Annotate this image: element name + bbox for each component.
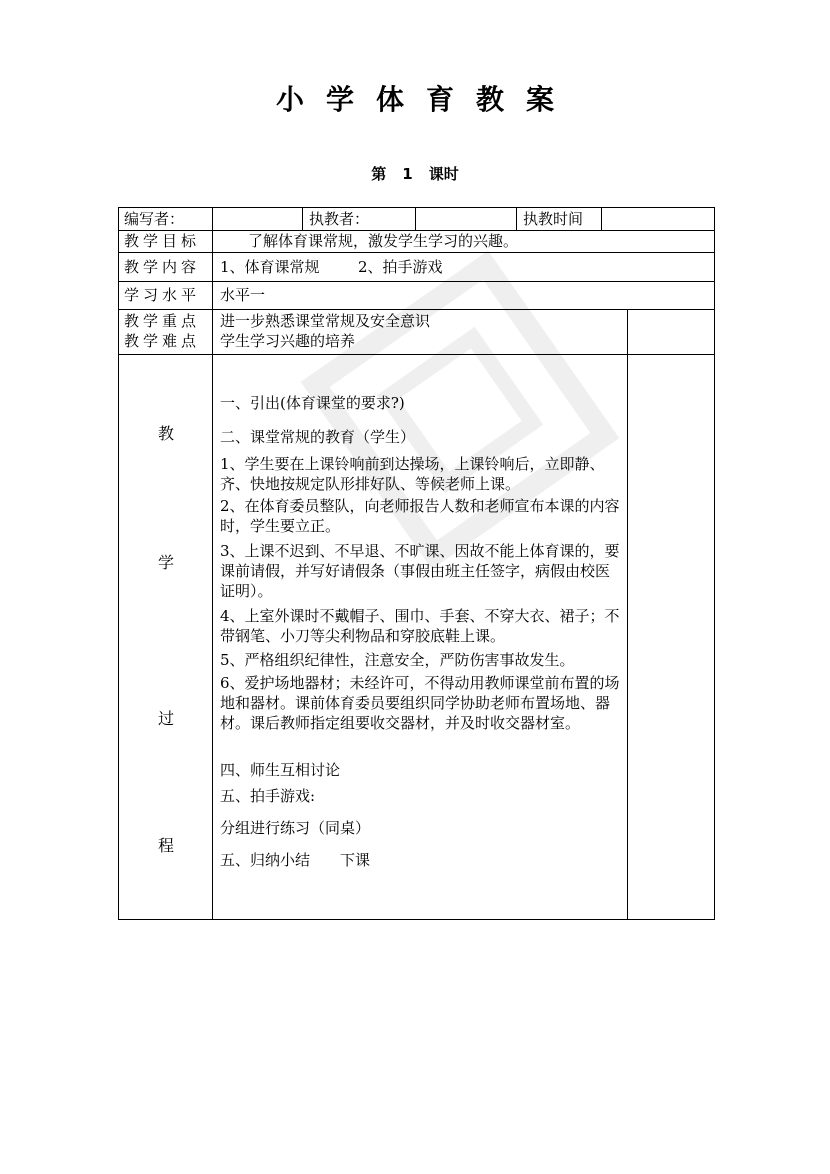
process-routine-6: 6、爱护场地器材；未经许可，不得动用教师课堂前布置的场地和器材。课前体育委员要组织同学协助老师布置场地、器材。课后教师指定组要收交器材，并及时收交器材室。 bbox=[220, 674, 620, 732]
lesson-prefix: 第 bbox=[371, 165, 387, 183]
lesson-number bbox=[0, 163, 830, 184]
difficulty-value: 学生学习兴趣的培养 bbox=[220, 332, 356, 350]
process-label-char-4: 程 bbox=[158, 836, 175, 855]
goal-label: 教学目标 bbox=[124, 232, 201, 250]
goal-value: 了解体育课常规，激发学生学习的兴趣。 bbox=[248, 232, 519, 250]
difficulty-label: 教学难点 bbox=[124, 332, 201, 350]
document-title: 小学体育教案 bbox=[275, 83, 576, 116]
key-label: 教学重点 bbox=[124, 312, 201, 330]
process-label-char-2: 学 bbox=[158, 553, 175, 572]
process-routine-2: 2、在体育委员整队，向老师报告人数和老师宣布本课的内容时，学生要立正。 bbox=[220, 497, 620, 535]
level-label: 学习水平 bbox=[124, 286, 201, 304]
lesson-suffix: 课时 bbox=[428, 165, 459, 183]
teacher-label: 执教者： bbox=[309, 210, 370, 228]
process-discussion: 四、师生互相讨论 bbox=[220, 761, 341, 779]
process-label-char-3: 过 bbox=[158, 709, 175, 728]
level-value: 水平一 bbox=[220, 286, 266, 304]
author-label: 编写者： bbox=[124, 210, 185, 228]
process-routine-1: 1、学生要在上课铃响前到达操场，上课铃响后，立即静、齐、快地按规定队形排好队、等候老师上课。 bbox=[220, 455, 605, 493]
key-value: 进一步熟悉课堂常规及安全意识 bbox=[220, 312, 431, 330]
process-routine-5: 5、严格组织纪律性，注意安全，严防伤害事故发生。 bbox=[220, 651, 575, 669]
process-routine-3: 3、上课不迟到、不早退、不旷课、因故不能上体育课的，要课前请假，并写好请假条（事假由班主任签字，病假由校医证明）。 bbox=[220, 542, 620, 600]
content-value-2: 2、拍手游戏 bbox=[358, 258, 443, 276]
time-label: 执教时间 bbox=[523, 210, 584, 228]
process-game: 五、拍手游戏: bbox=[220, 787, 316, 805]
process-summary: 五、归纳小结 下课 bbox=[220, 851, 371, 869]
lesson-number-value: 1 bbox=[402, 165, 413, 183]
process-intro: 一、引出(体育课堂的要求?) bbox=[220, 394, 405, 412]
process-group-practice: 分组进行练习（同桌） bbox=[220, 819, 371, 837]
process-routine-heading: 二、课堂常规的教育（学生） bbox=[220, 428, 416, 446]
process-label-char-1: 教 bbox=[158, 424, 175, 443]
content-value-1: 1、体育课常规 bbox=[220, 258, 320, 276]
process-routine-4: 4、上室外课时不戴帽子、围巾、手套、不穿大衣、裙子；不带钢笔、小刀等尖利物品和穿胶底鞋上课。 bbox=[220, 607, 620, 645]
content-label: 教学内容 bbox=[124, 258, 201, 276]
